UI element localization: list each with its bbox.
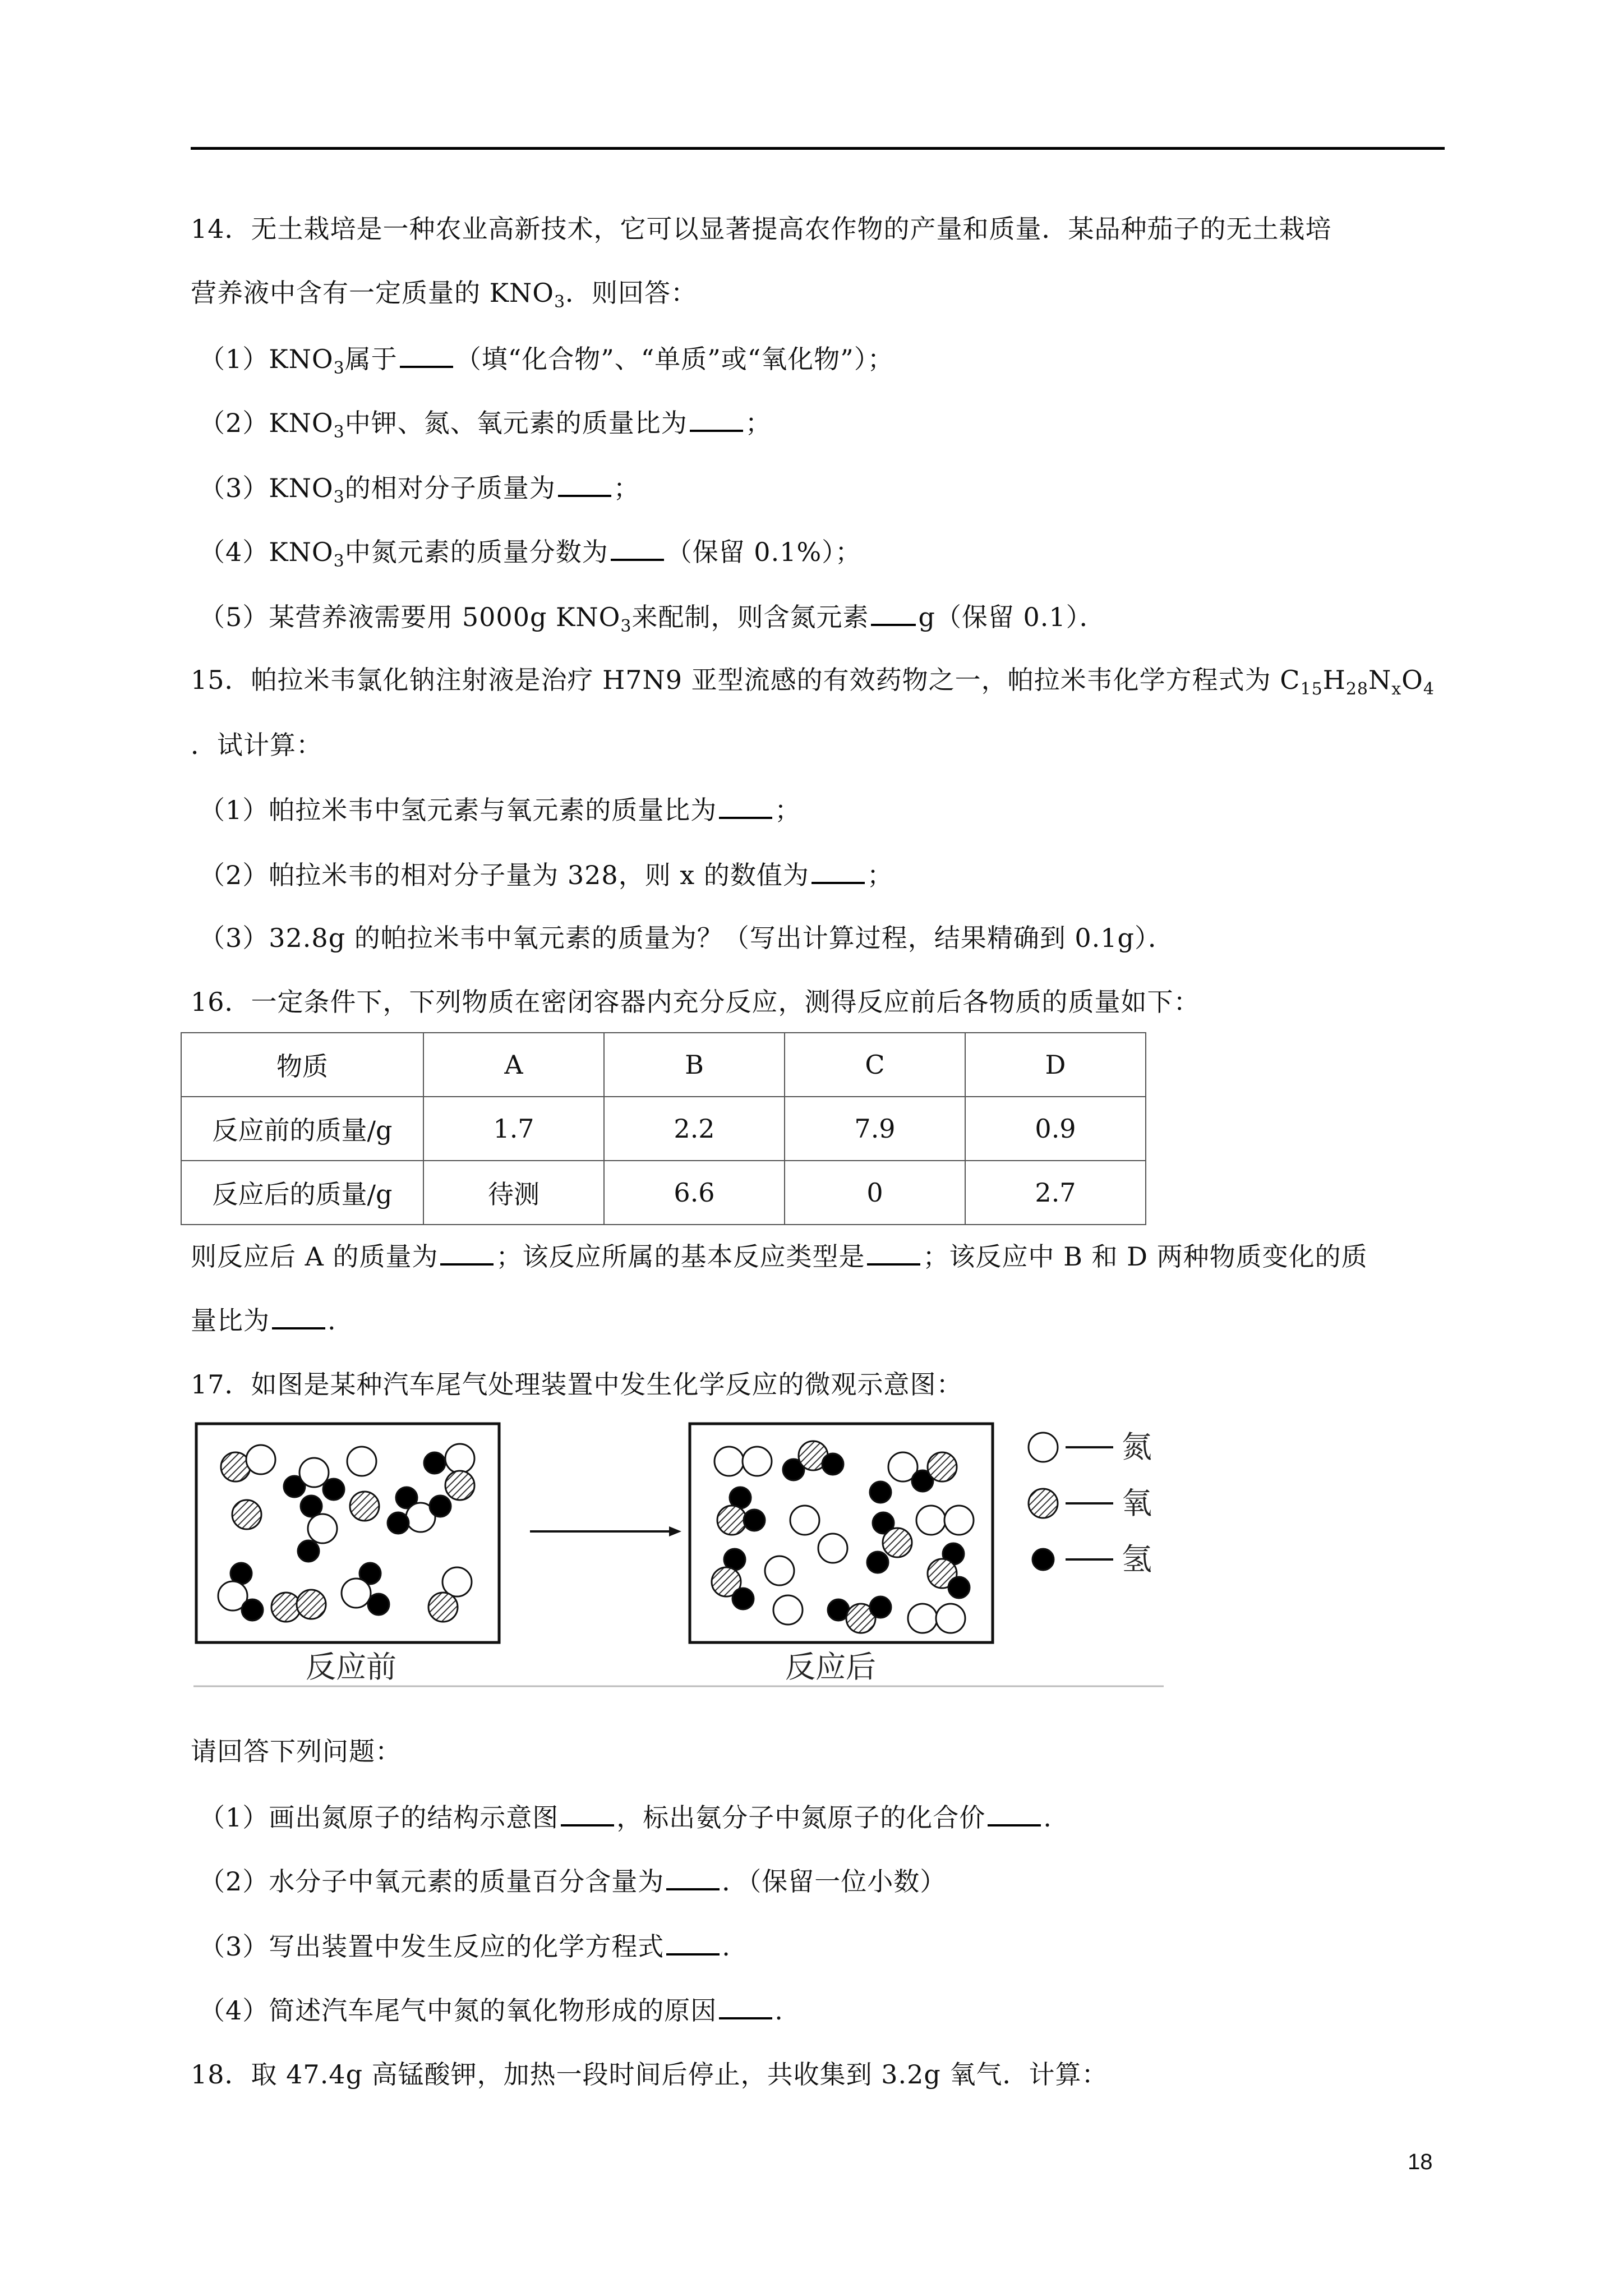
answer-blank[interactable] (400, 341, 453, 368)
q15-line2: ．试计算： (191, 730, 322, 760)
table-cell: B (604, 1033, 785, 1097)
q16-answer-line1: 则反应后 A 的质量为 ；该反应所属的基本反应类型是 ；该反应中 B 和 D 两种物质变化的质 (191, 1239, 1368, 1273)
q14-part2: $(2)KNO_3$中钾、氮、氧元素的质量比为 ； (199, 405, 772, 440)
q14-part5: （5）某营养液需要用 5000g $KNO_3$来配制，则含氮元素 g（保留 0.1）． (199, 599, 1106, 634)
q17-part3: （3）写出装置中发生反应的化学方程式 . (199, 1929, 731, 1963)
header-rule (191, 147, 1445, 150)
answer-blank[interactable] (811, 857, 865, 884)
table-cell: 待测 (423, 1161, 604, 1225)
answer-blank[interactable] (611, 534, 664, 561)
table-cell: 7.9 (785, 1097, 965, 1161)
figure-background (193, 1419, 1164, 1688)
q16-answer-line2: 量比为 . (191, 1303, 336, 1337)
answer-blank[interactable] (719, 1993, 772, 2019)
q15-part2: （2）帕拉米韦的相对分子量为 328，则 x 的数值为 ； (199, 857, 893, 892)
q16-line1: 16．一定条件下，下列物质在密闭容器内充分反应，测得反应前后各物质的质量如下： (191, 987, 1200, 1017)
legend-label-nitrogen: 氮 (1122, 1429, 1152, 1465)
q18-line1: 18．取 47.4g 高锰酸钾，加热一段时间后停止，共收集到 3.2g 氧气．计算： (191, 2059, 1108, 2090)
q17-part1: （1）画出氮原子的结构示意图 ，标出氨分子中氮原子的化合价 . (199, 1800, 1052, 1834)
table-cell: 2.7 (965, 1161, 1146, 1225)
answer-blank[interactable] (558, 470, 611, 497)
table-cell: 0.9 (965, 1097, 1146, 1161)
q17-ask: 请回答下列问题： (191, 1736, 402, 1766)
q14-part3: $(3)KNO_3$的相对分子质量为 ； (199, 470, 640, 505)
hydrogen-legend-icon (1032, 1549, 1054, 1570)
table-cell: 反应后的质量/g (181, 1161, 423, 1225)
mass-table (181, 1032, 1146, 1225)
table-cell: 6.6 (604, 1161, 785, 1225)
oxygen-legend-icon (1029, 1489, 1058, 1518)
table-cell: C (785, 1033, 965, 1097)
answer-blank[interactable] (690, 405, 743, 432)
answer-blank[interactable] (561, 1800, 614, 1826)
after-label: 反应后 (785, 1649, 876, 1685)
answer-blank[interactable] (666, 1864, 720, 1890)
answer-blank[interactable] (440, 1239, 494, 1266)
legend-label-oxygen: 氧 (1122, 1485, 1152, 1521)
q14-part4: $(4)KNO_3$中氮元素的质量分数为 （保留 0.1%）； (199, 534, 861, 569)
q15-line1: 15．帕拉米韦氯化钠注射液是治疗 H7N9 亚型流感的有效药物之一，帕拉米韦化学方程式为 $C_{15}H_{28}N_xO_4$ (191, 665, 1435, 700)
q17-line1: 17．如图是某种汽车尾气处理装置中发生化学反应的微观示意图： (191, 1369, 963, 1400)
before-label: 反应前 (306, 1649, 396, 1685)
table-cell: A (423, 1033, 604, 1097)
reaction-diagram (193, 1419, 1164, 1688)
answer-blank[interactable] (871, 599, 916, 626)
q14-line1: 14．无土栽培是一种农业高新技术，它可以显著提高农作物的产量和质量．某品种茄子的无土栽培 (191, 214, 1332, 244)
answer-blank[interactable] (272, 1303, 325, 1329)
legend-label-hydrogen: 氢 (1122, 1542, 1152, 1577)
table-row (181, 1097, 1146, 1161)
q17-part4: （4）简述汽车尾气中氮的氧化物形成的原因 . (199, 1993, 783, 2027)
q15-part3: （3）32.8g 的帕拉米韦中氧元素的质量为？（写出计算过程，结果精确到 0.1g）． (199, 923, 1174, 953)
page-number: 18 (1408, 2150, 1433, 2174)
answer-blank[interactable] (666, 1929, 720, 1955)
table-cell: 物质 (181, 1033, 423, 1097)
answer-blank[interactable] (867, 1239, 920, 1266)
table-cell: 反应前的质量/g (181, 1097, 423, 1161)
q14-line2: 营养液中含有一定质量的 $KNO_3$．则回答： (191, 278, 698, 312)
table-cell: D (965, 1033, 1146, 1097)
table-header-row (181, 1033, 1146, 1097)
table-cell: 2.2 (604, 1097, 785, 1161)
q15-part1: （1）帕拉米韦中氢元素与氧元素的质量比为 ； (199, 792, 801, 827)
table-cell: 1.7 (423, 1097, 604, 1161)
q17-part2: （2）水分子中氧元素的质量百分含量为 ．（保留一位小数） (199, 1864, 946, 1898)
nitrogen-legend-icon (1029, 1433, 1058, 1462)
answer-blank[interactable] (988, 1800, 1041, 1826)
table-row (181, 1161, 1146, 1225)
q14-part1: $(1)KNO_3$属于 （填“化合物”、“单质”或“氧化物”）； (199, 341, 894, 376)
table-cell: 0 (785, 1161, 965, 1225)
answer-blank[interactable] (719, 792, 772, 819)
